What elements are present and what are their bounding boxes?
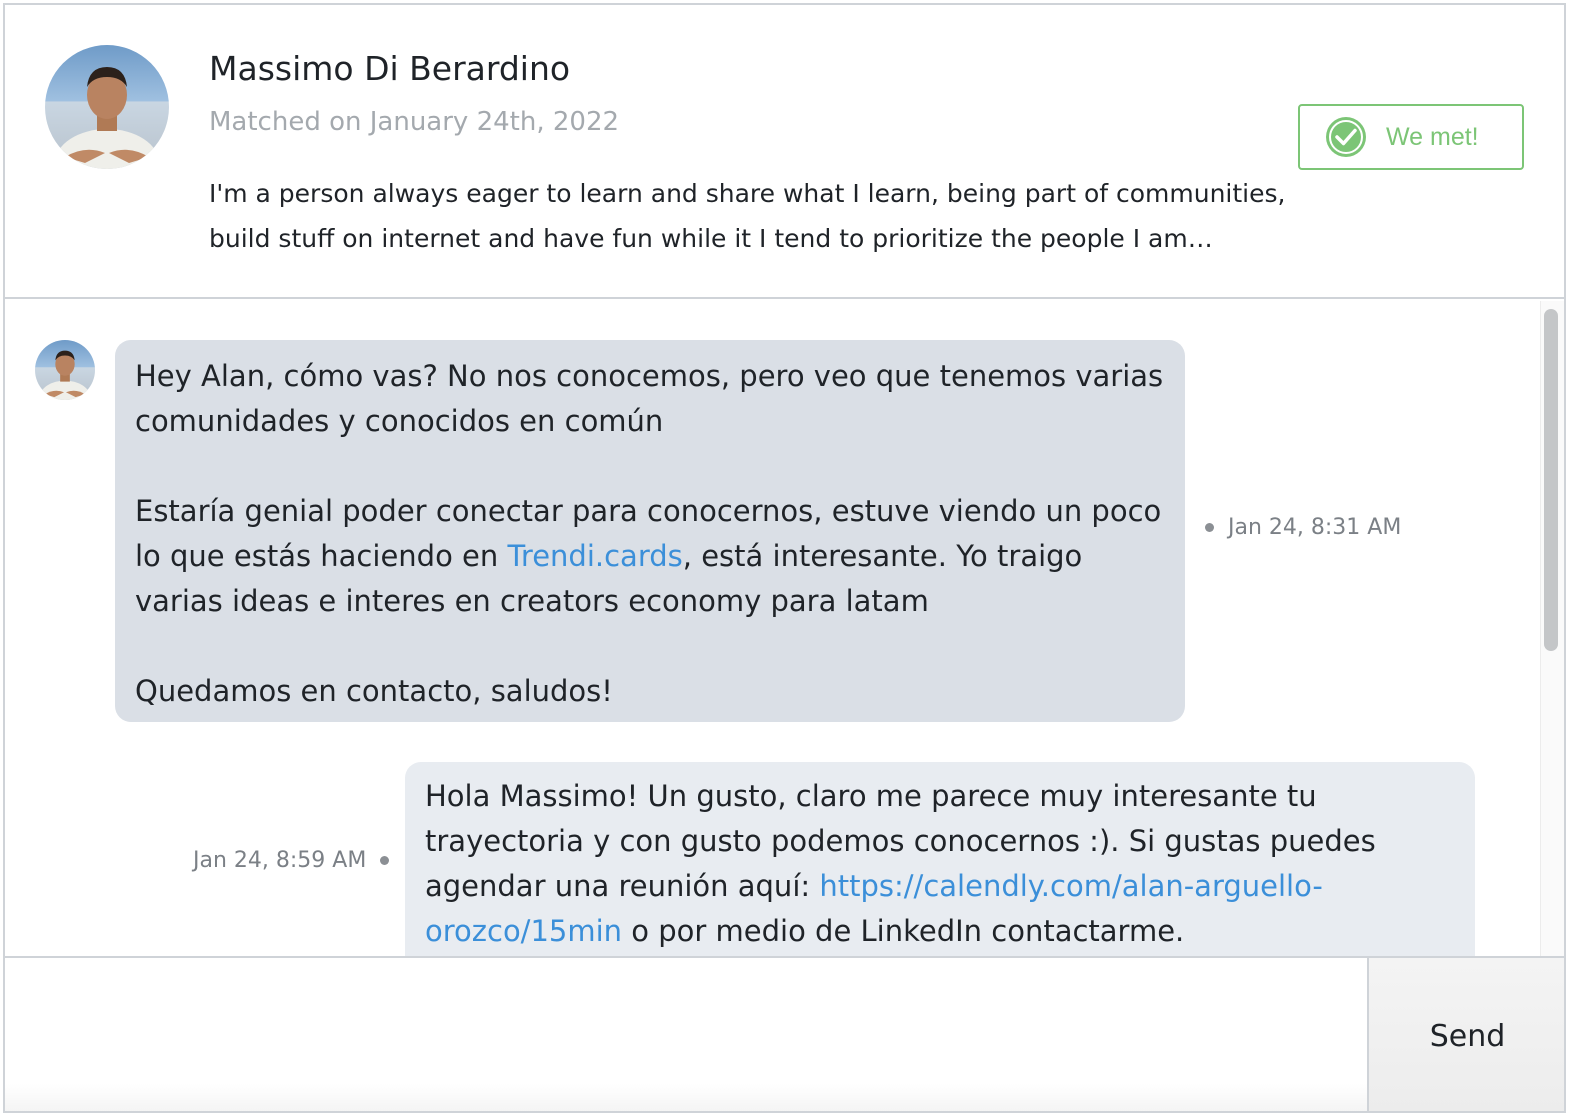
composer	[5, 956, 1564, 1113]
avatar[interactable]	[45, 45, 169, 169]
status-dot	[1205, 523, 1214, 532]
message-paragraph: Hey Alan, cómo vas? No nos conocemos, pero veo que tenemos varias comunidades y conocidos en común	[135, 359, 1164, 438]
message-timestamp	[1205, 515, 1401, 540]
message-text: Estaría genial poder conectar para conocernos, estuve viendo un poco lo que estás haciendo en	[135, 494, 1162, 573]
message-input[interactable]	[5, 958, 1367, 1113]
chat-window	[3, 3, 1566, 1113]
message-timestamp	[193, 848, 389, 873]
outgoing-message	[405, 762, 1475, 982]
message-text: o por medio de LinkedIn contactarme.	[622, 914, 1185, 948]
matched-date: Matched on January 24th, 2022	[209, 107, 620, 137]
we-met-button[interactable]	[1298, 104, 1524, 170]
we-met-label: We met!	[1386, 122, 1479, 151]
match-header	[5, 5, 1564, 299]
send-button[interactable]: Send	[1367, 958, 1566, 1113]
message-text: , está interesante. Yo traigo varias ideas e interes en creators economy para latam	[135, 539, 1083, 618]
timestamp-text: Jan 24, 8:59 AM	[193, 848, 367, 873]
match-bio: I'm a person always eager to learn and share what I learn, being part of communities, build stuff on internet and have fun while it I tend to prioritize the people I am…	[209, 179, 1286, 253]
message-paragraph	[135, 489, 1165, 624]
check-circle-icon	[1324, 115, 1368, 159]
trendi-link[interactable]: Trendi.cards	[507, 539, 683, 573]
scrollbar-thumb[interactable]	[1544, 309, 1558, 651]
incoming-message	[115, 340, 1185, 722]
sender-avatar[interactable]	[35, 340, 95, 400]
match-name: Massimo Di Berardino	[209, 49, 571, 88]
status-dot	[380, 856, 389, 865]
message-text: Hola Massimo! Un gusto, claro me parece muy interesante tu trayectoria y con gusto podemos conocernos :). Si gustas puedes agendar una reunión aquí:	[425, 779, 1376, 903]
profile-photo	[45, 45, 169, 169]
sender-photo	[35, 340, 95, 400]
message-paragraph: Quedamos en contacto, saludos!	[135, 674, 613, 708]
timestamp-text: Jan 24, 8:31 AM	[1228, 515, 1402, 540]
calendly-link[interactable]: https://calendly.com/alan-arguello-orozco/15min	[425, 869, 1323, 948]
